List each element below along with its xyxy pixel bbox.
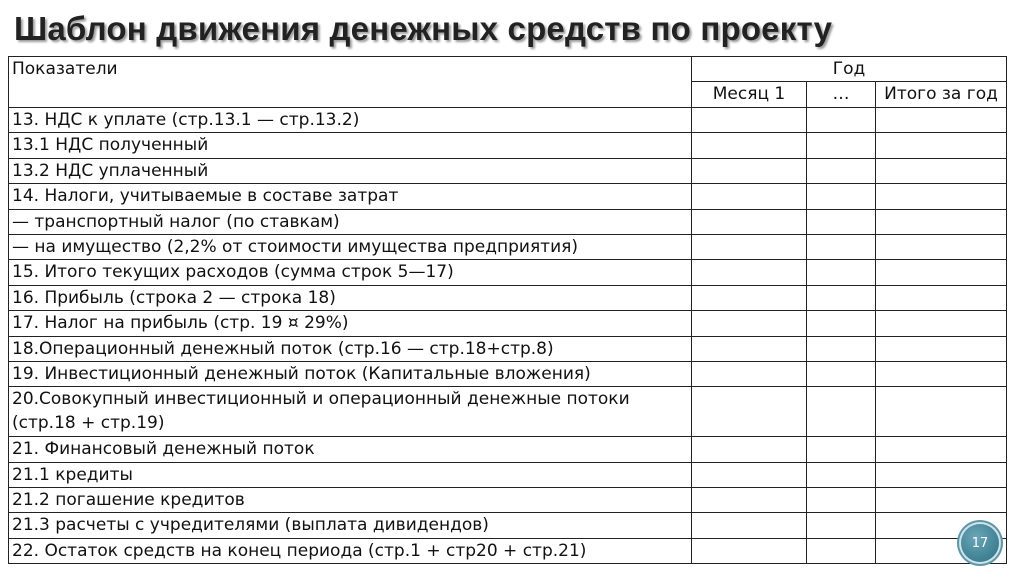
value-cell xyxy=(807,260,876,285)
value-cell xyxy=(807,488,876,513)
value-cell xyxy=(876,184,1007,209)
table-row xyxy=(9,184,1007,209)
value-cell xyxy=(876,336,1007,361)
value-cell xyxy=(692,311,807,336)
value-cell xyxy=(876,234,1007,259)
value-cell xyxy=(807,285,876,310)
value-cell xyxy=(807,387,876,437)
value-cell xyxy=(692,538,807,563)
header-row xyxy=(9,57,1007,82)
value-cell xyxy=(876,462,1007,487)
table-row xyxy=(9,234,1007,259)
value-cell xyxy=(807,437,876,462)
row-label: 21. Финансовый денежный поток xyxy=(9,437,692,462)
value-cell xyxy=(692,209,807,234)
table-row xyxy=(9,488,1007,513)
header-ellipsis: … xyxy=(807,82,876,108)
row-label: 19. Инвестиционный денежный поток (Капитальные вложения) xyxy=(9,361,692,386)
row-label: 13.2 НДС уплаченный xyxy=(9,158,692,183)
row-label: 13. НДС к уплате (стр.13.1 — стр.13.2) xyxy=(9,108,692,133)
value-cell xyxy=(807,361,876,386)
value-cell xyxy=(807,234,876,259)
table-row xyxy=(9,311,1007,336)
table-row xyxy=(9,158,1007,183)
table-row xyxy=(9,513,1007,538)
value-cell xyxy=(692,133,807,158)
value-cell xyxy=(807,538,876,563)
value-cell xyxy=(807,209,876,234)
value-cell xyxy=(692,158,807,183)
row-label: 13.1 НДС полученный xyxy=(9,133,692,158)
page-title: Шаблон движения денежных средств по проекту xyxy=(14,10,833,47)
slide-number-badge: 17 xyxy=(961,524,999,562)
table-row xyxy=(9,133,1007,158)
value-cell xyxy=(807,133,876,158)
row-label: — на имущество (2,2% от стоимости имущества предприятия) xyxy=(9,234,692,259)
header-year: Год xyxy=(692,57,1007,82)
row-label: 14. Налоги, учитываемые в составе затрат xyxy=(9,184,692,209)
value-cell xyxy=(692,437,807,462)
value-cell xyxy=(876,133,1007,158)
header-indicators: Показатели xyxy=(9,57,692,108)
value-cell xyxy=(692,260,807,285)
table-row xyxy=(9,336,1007,361)
row-label: 21.1 кредиты xyxy=(9,462,692,487)
value-cell xyxy=(692,361,807,386)
table-row xyxy=(9,437,1007,462)
value-cell xyxy=(876,260,1007,285)
value-cell xyxy=(692,234,807,259)
row-label: 16. Прибыль (строка 2 — строка 18) xyxy=(9,285,692,310)
row-label: 18.Операционный денежный поток (стр.16 — стр.18+стр.8) xyxy=(9,336,692,361)
table-row xyxy=(9,462,1007,487)
value-cell xyxy=(876,108,1007,133)
cash-flow-table xyxy=(8,56,1007,564)
table-row xyxy=(9,387,1007,437)
row-label: 15. Итого текущих расходов (сумма строк 5—17) xyxy=(9,260,692,285)
value-cell xyxy=(692,184,807,209)
value-cell xyxy=(692,462,807,487)
table-row xyxy=(9,285,1007,310)
row-label: 20.Совокупный инвестиционный и операционный денежные потоки (стр.18 + стр.19) xyxy=(9,387,692,437)
value-cell xyxy=(807,336,876,361)
table-row xyxy=(9,108,1007,133)
value-cell xyxy=(807,513,876,538)
value-cell xyxy=(692,488,807,513)
value-cell xyxy=(876,387,1007,437)
value-cell xyxy=(876,361,1007,386)
row-label: 21.3 расчеты с учредителями (выплата дивидендов) xyxy=(9,513,692,538)
value-cell xyxy=(807,184,876,209)
value-cell xyxy=(876,158,1007,183)
row-label: 17. Налог на прибыль (стр. 19 ¤ 29%) xyxy=(9,311,692,336)
value-cell xyxy=(876,311,1007,336)
value-cell xyxy=(807,311,876,336)
header-year-total: Итого за год xyxy=(876,82,1007,108)
value-cell xyxy=(692,513,807,538)
table-row xyxy=(9,361,1007,386)
value-cell xyxy=(692,108,807,133)
table-row xyxy=(9,209,1007,234)
value-cell xyxy=(807,462,876,487)
row-label: — транспортный налог (по ставкам) xyxy=(9,209,692,234)
table-row xyxy=(9,538,1007,563)
row-label: 22. Остаток средств на конец периода (стр.1 + стр20 + стр.21) xyxy=(9,538,692,563)
value-cell xyxy=(807,108,876,133)
row-label: 21.2 погашение кредитов xyxy=(9,488,692,513)
value-cell xyxy=(692,285,807,310)
value-cell xyxy=(876,437,1007,462)
header-month-1: Месяц 1 xyxy=(692,82,807,108)
value-cell xyxy=(807,158,876,183)
value-cell xyxy=(876,285,1007,310)
value-cell xyxy=(876,488,1007,513)
value-cell xyxy=(692,336,807,361)
table-row xyxy=(9,260,1007,285)
value-cell xyxy=(876,209,1007,234)
value-cell xyxy=(692,387,807,437)
